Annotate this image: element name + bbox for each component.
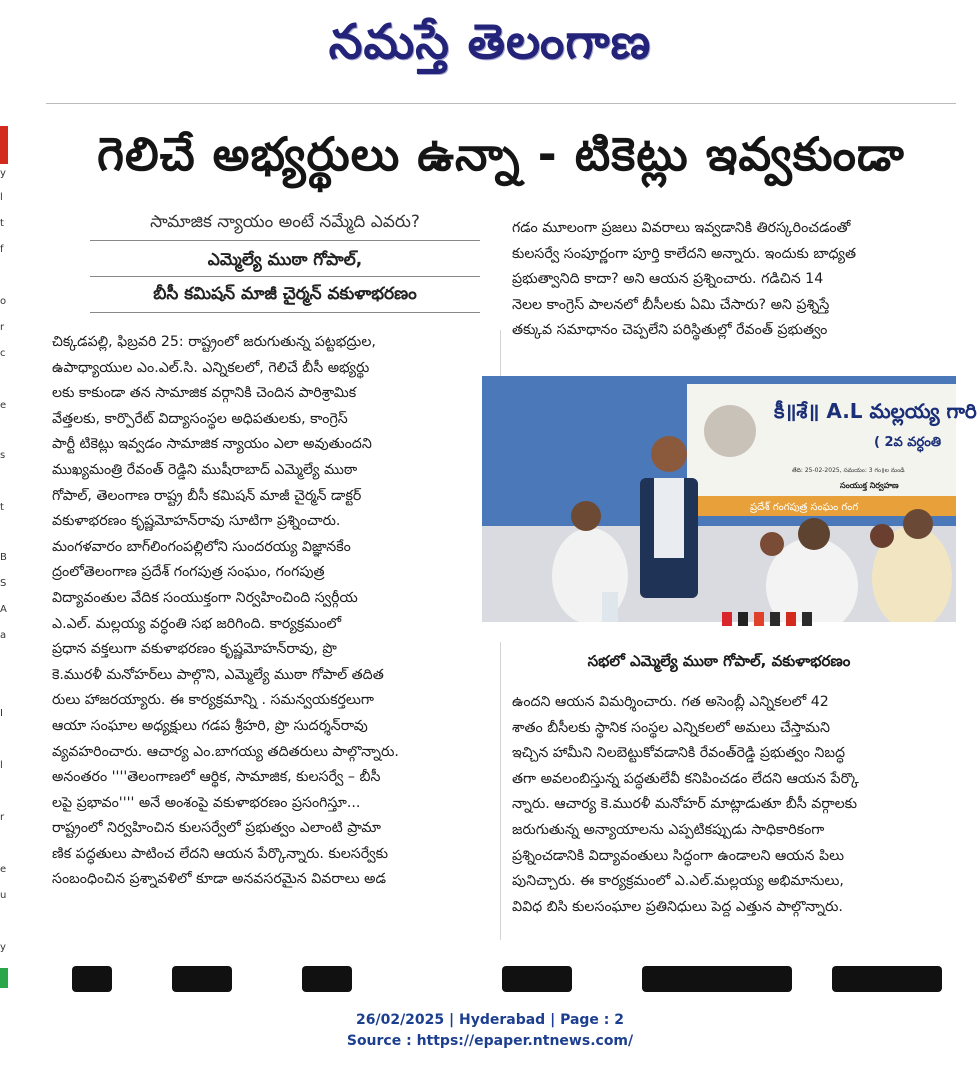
body-line: వ్యవహరించారు. ఆచార్య ఎం.బాగయ్య తదితరులు పాల్గొన్నారు. [52,743,399,760]
newspaper-logo: నమస్తే తెలంగాణ [328,14,652,70]
subhead-divider [90,276,480,277]
article-right-column-top [512,216,957,344]
article-left-column [52,330,492,893]
article-headline: గెలిచే అభ్యర్థులు ఉన్నా - టికెట్లు ఇవ్వకుండా [97,127,905,181]
strip-letter: l [0,192,3,203]
body-line: చిక్కడపల్లి, ఫిబ్రవరి 25: రాష్ట్రంలో జరుగుతున్న పట్టభద్రుల, [52,334,376,350]
masthead [0,0,980,90]
adjacent-green-marker [0,968,8,988]
strip-letter: t [0,218,4,229]
strip-letter: l [0,760,3,771]
adjacent-article-strip [0,100,8,990]
body-line: రాష్ట్రంలో నిర్వహించిన కులసర్వేలో ప్రభుత్వం ఎలాంటి ప్రామా [52,820,381,837]
body-line: శాతం బీసీలకు స్థానిక సంస్థల ఎన్నికలలో అమలు చేస్తామని [512,719,831,736]
body-line: లకు కాకుండా తన సామాజిక వర్గానికి చెందిన పారిశ్రామిక [52,385,357,402]
strip-letter: y [0,168,6,179]
body-line: సంబంధించిన ప్రశ్నావళిలో కూడా అనవసరమైన వివరాలు అడ [52,871,387,888]
body-line: ద్రంలోతెలంగాణ ప్రదేశ్ గంగపుత్ర సంఘం, గంగపుత్ర [52,564,325,581]
body-line: విద్యావంతుల వేదిక సంయుక్తంగా నిర్వహించింది స్వర్గీయ [52,589,358,606]
next-article-headline-cutoff [52,960,952,995]
strip-letter: B [0,552,7,563]
body-line: వివిధ బిసి కులసంఘాల ప్రతినిధులు పెద్ద ఎత్తున పాల్గొన్నారు. [512,898,843,915]
body-line: నెలల కాంగ్రెస్ పాలనలో బీసీలకు ఏమి చేసారు? అని ప్రశ్నిస్తే [512,296,830,313]
event-photo-illustration [482,376,977,642]
strip-letter: r [0,322,5,333]
strip-letter: a [0,630,7,641]
body-line: అనంతరం ''''తెలంగాణలో ఆర్థిక, సామాజిక, కులసర్వే – బీసీ [52,769,381,786]
cutoff-glyph [832,966,942,992]
body-line: లపై ప్రభావం'''' అనే అంశంపై వకుళాభరణం ప్రసంగిస్తూ... [52,794,361,811]
banner-organizer: సంయుక్త నిర్వహణ [840,481,899,490]
body-line: ఉందని ఆయన విమర్శించారు. గత అసెంబ్లీ ఎన్నికలలో 42 [512,694,829,710]
body-line: కె.మురళీ మనోహర్‌లు పాల్గొని, ఎమ్మెల్యే ముఠా గోపాల్ తదిత [52,666,384,683]
subhead-bc-commission: బీసీ కమిషన్ మాజీ చైర్మన్ వకుళాభరణం [153,284,417,304]
page-footer [0,1010,980,1052]
strip-letter: u [0,890,7,901]
strip-letter: y [0,942,6,953]
body-line: న్నారు. ఆచార్య కె.మురళీ మనోహర్ మాట్లాడుతూ బీసీ వర్గాలకు [512,796,857,813]
body-line: ణిక పద్ధతులు పాటించ లేదని ఆయన పేర్కొన్నారు. కులసర్వేకు [52,845,388,862]
strip-letter: I [0,708,3,719]
banner-org-name: ప్రదేశ్ గంగపుత్ర సంఘం గంగ [750,502,859,513]
subhead-divider [90,240,480,241]
body-line: ఇచ్చిన హామీని నిలబెట్టుకోవడానికి రేవంత్‌రెడ్డి ప్రభుత్వం నిబద్ధ [512,745,846,762]
article-photo [482,376,977,642]
article-right-column-bottom [512,690,957,920]
strip-letter: A [0,604,7,615]
subhead-divider [90,312,480,313]
body-line: రులు హాజరయ్యారు. ఈ కార్యక్రమాన్ని . సమన్వయకర్తలుగా [52,692,374,709]
subhead-mla: ఎమ్మెల్యే ముఠా గోపాల్, [207,250,363,270]
cutoff-glyph [502,966,572,992]
cutoff-glyph [302,966,352,992]
footer-source-link[interactable]: Source : https://epaper.ntnews.com/ [346,1033,634,1049]
strip-letter: s [0,450,6,461]
subhead-question: సామాజిక న్యాయం అంటే నమ్మేది ఎవరు? [150,212,420,232]
banner-title: కీ॥శే॥ A.L మల్లయ్య గారి [774,399,977,423]
strip-letter: e [0,864,7,875]
banner-subtitle: ( 2వ వర్ధంతి [874,435,941,450]
cutoff-glyph [642,966,792,992]
body-line: ముఖ్యమంత్రి రేవంత్ రెడ్డిని ముషీరాబాద్ ఎమ్మెల్యే ముఠా [52,461,358,478]
body-line: జరుగుతున్న అన్యాయాలను ఎప్పటికప్పుడు సాధికారికంగా [512,821,825,838]
body-line: కులసర్వే సంపూర్ణంగా పూర్తి కాలేదని అన్నారు. ఇందుకు బాధ్యత [512,245,857,262]
body-line: ప్రశ్నించడానికి విద్యావంతులు సిద్ధంగా ఉండాలని ఆయన పిలు [512,847,845,864]
body-line: పునిచ్చారు. ఈ కార్యక్రమంలో ఎ.ఎల్.మల్లయ్య అభిమానులు, [512,873,844,890]
body-line: ప్రభుత్వానిది కాదా? అని ఆయన ప్రశ్నించారు. గడిచిన 14 [512,271,824,288]
body-line: పార్టీ టికెట్లు ఇవ్వడం సామాజిక న్యాయం ఎలా అవుతుందని [52,436,372,453]
body-line: ప్రధాన వక్తలుగా వకుళాభరణం కృష్ణమోహన్‌రావు, ప్రొ [52,641,337,658]
footer-date-edition: 26/02/2025 | Hyderabad | Page : 2 [355,1012,625,1028]
banner-details: తేది: 25-02-2025, సమయం: 3 గం॥ల నుండి [792,467,905,474]
strip-letter: t [0,502,4,513]
body-line: తక్కువ సమాధానం చెప్పలేని పరిస్థితుల్లో రేవంత్ ప్రభుత్వం [512,322,828,339]
photo-caption: సభలో ఎమ్మెల్యే ముఠా గోపాల్, వకుళాభరణం [587,652,851,670]
strip-letter: r [0,812,5,823]
body-line: ఉపాధ్యాయుల ఎం.ఎల్.సి. ఎన్నికలలో, గెలిచే బీసీ అభ్యర్థు [52,359,370,376]
body-line: ఆయా సంఘాల అధ్యక్షులు గడప శ్రీహరి, ప్రొ సుదర్శన్‌రావు [52,717,368,734]
body-line: మంగళవారం బాగ్‌లింగంపల్లిలోని సుందరయ్య విజ్ఞానకేం [52,538,351,555]
cutoff-glyph [72,966,112,992]
body-line: ఎ.ఎల్. మల్లయ్య వర్ధంతి సభ జరిగింది. కార్యక్రమంలో [52,615,342,632]
cutoff-glyph [172,966,232,992]
article-top-rule [46,103,956,104]
strip-letter: S [0,578,7,589]
strip-letter: f [0,244,4,255]
adjacent-red-marker [0,126,8,164]
body-line: తగా అవలంబిస్తున్న పద్ధతులేవీ కనిపించడం లేదని ఆయన పేర్కొ [512,770,859,787]
strip-letter: e [0,400,7,411]
strip-letter: o [0,296,7,307]
body-line: గడం మూలంగా ప్రజలు వివరాలు ఇవ్వడానికి తిరస్కరించడంతో [512,220,851,236]
body-line: గోపాల్, తెలంగాణ రాష్ట్ర బీసీ కమిషన్ మాజీ చైర్మన్ డాక్టర్ [52,487,362,504]
strip-letter: c [0,348,6,359]
body-line: వేత్తలకు, కార్పొరేట్ విద్యాసంస్థల అధిపతులకు, కాంగ్రెస్ [52,410,348,427]
body-line: వకుళాభరణం కృష్ణమోహన్‌రావు సూటిగా ప్రశ్నించారు. [52,513,341,530]
